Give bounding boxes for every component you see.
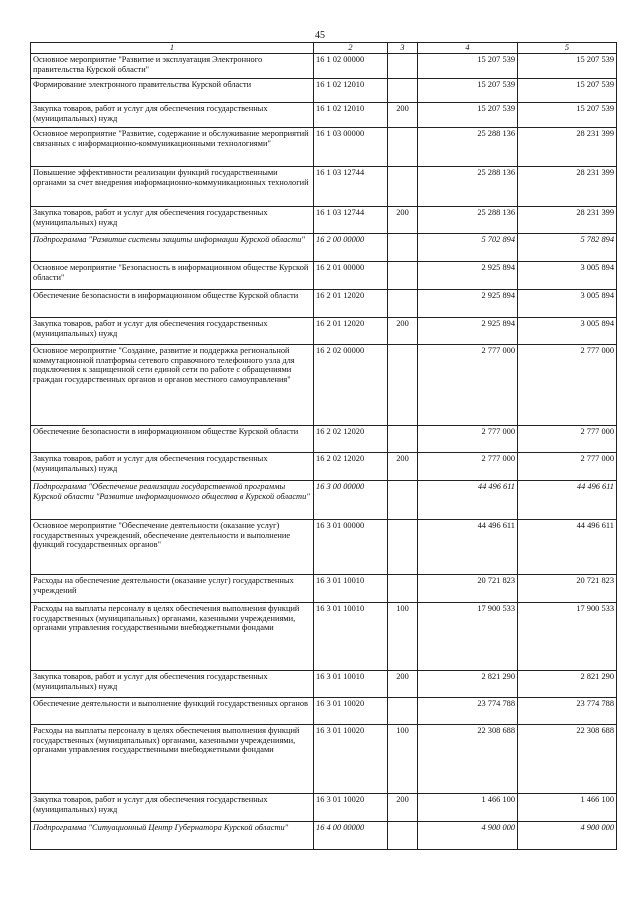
- amount-year-1: 1 466 100: [418, 793, 518, 821]
- amount-year-2: 5 782 894: [518, 233, 617, 261]
- item-code: 16 3 01 10020: [314, 793, 388, 821]
- item-code: 16 3 01 00000: [314, 519, 388, 574]
- column-number-5: 5: [518, 43, 617, 54]
- amount-year-2: 28 231 399: [518, 206, 617, 233]
- item-name: Основное мероприятие "Создание, развитие и поддержка региональной коммутационной платформы сетевого справочного телефонного узла для подключения к защищенной сети единой сети по работе с обращениями граждан государственных органов и органов местного самоуправления": [31, 344, 314, 425]
- expense-type-code: [388, 127, 418, 166]
- amount-year-1: 15 207 539: [418, 102, 518, 127]
- table-row: [31, 519, 617, 574]
- column-number-4: 4: [418, 43, 518, 54]
- table-row: [31, 233, 617, 261]
- table-row: [31, 78, 617, 102]
- expense-type-code: [388, 261, 418, 289]
- expense-type-code: [388, 697, 418, 724]
- amount-year-1: 25 288 136: [418, 206, 518, 233]
- table-row: [31, 102, 617, 127]
- item-name: Закупка товаров, работ и услуг для обеспечения государственных (муниципальных) нужд: [31, 670, 314, 697]
- item-name: Основное мероприятие "Обеспечение деятельности (оказание услуг) государственных учреждений, обеспечение деятельности и выполнение функций государственных органов": [31, 519, 314, 574]
- expense-type-code: [388, 344, 418, 425]
- amount-year-2: 17 900 533: [518, 602, 617, 670]
- amount-year-2: 20 721 823: [518, 574, 617, 602]
- amount-year-2: 44 496 611: [518, 480, 617, 519]
- table-row: [31, 317, 617, 344]
- item-code: 16 4 00 00000: [314, 821, 388, 849]
- table-body: [31, 53, 617, 849]
- item-name: Обеспечение деятельности и выполнение функций государственных органов: [31, 697, 314, 724]
- item-name: Расходы на обеспечение деятельности (оказание услуг) государственных учреждений: [31, 574, 314, 602]
- table-row: [31, 574, 617, 602]
- table-row: [31, 127, 617, 166]
- item-name: Основное мероприятие "Развитие, содержание и обслуживание мероприятий связанных с информационно-коммуникационными технологиями": [31, 127, 314, 166]
- item-code: 16 2 02 00000: [314, 344, 388, 425]
- amount-year-1: 5 702 894: [418, 233, 518, 261]
- item-code: 16 3 00 00000: [314, 480, 388, 519]
- item-name: Закупка товаров, работ и услуг для обеспечения государственных (муниципальных) нужд: [31, 102, 314, 127]
- amount-year-1: 25 288 136: [418, 166, 518, 206]
- amount-year-1: 44 496 611: [418, 480, 518, 519]
- item-code: 16 3 01 10020: [314, 724, 388, 793]
- item-name: Расходы на выплаты персоналу в целях обеспечения выполнения функций государственных (муниципальных) органами, казенными учреждениями, органами управления государственными внебюджетными фондами: [31, 602, 314, 670]
- table-row: [31, 206, 617, 233]
- amount-year-2: 28 231 399: [518, 166, 617, 206]
- amount-year-1: 20 721 823: [418, 574, 518, 602]
- item-code: 16 1 02 12010: [314, 102, 388, 127]
- expense-type-code: 100: [388, 724, 418, 793]
- expense-type-code: [388, 519, 418, 574]
- item-code: 16 2 00 00000: [314, 233, 388, 261]
- table-row: [31, 166, 617, 206]
- table-row: [31, 289, 617, 317]
- item-code: 16 2 02 12020: [314, 425, 388, 452]
- amount-year-1: 15 207 539: [418, 78, 518, 102]
- expense-type-code: [388, 425, 418, 452]
- table-row: [31, 670, 617, 697]
- item-code: 16 3 01 10010: [314, 670, 388, 697]
- table-row: [31, 602, 617, 670]
- amount-year-2: 3 005 894: [518, 261, 617, 289]
- budget-table: [30, 42, 617, 850]
- item-name: Закупка товаров, работ и услуг для обеспечения государственных (муниципальных) нужд: [31, 206, 314, 233]
- item-name: Обеспечение безопасности в информационном обществе Курской области: [31, 289, 314, 317]
- column-number-row: [31, 43, 617, 54]
- item-name: Закупка товаров, работ и услуг для обеспечения государственных (муниципальных) нужд: [31, 317, 314, 344]
- item-code: 16 1 03 00000: [314, 127, 388, 166]
- amount-year-2: 1 466 100: [518, 793, 617, 821]
- item-name: Подпрограмма "Развитие системы защиты информации Курской области": [31, 233, 314, 261]
- column-number-1: 1: [31, 43, 314, 54]
- expense-type-code: [388, 289, 418, 317]
- item-code: 16 3 01 10010: [314, 602, 388, 670]
- table-row: [31, 261, 617, 289]
- amount-year-2: 3 005 894: [518, 289, 617, 317]
- item-name: Формирование электронного правительства Курской области: [31, 78, 314, 102]
- item-name: Расходы на выплаты персоналу в целях обеспечения выполнения функций государственных (муниципальных) органами, казенными учреждениями, органами управления государственными внебюджетными фондами: [31, 724, 314, 793]
- table-row: [31, 53, 617, 78]
- amount-year-2: 15 207 539: [518, 78, 617, 102]
- expense-type-code: 200: [388, 452, 418, 480]
- amount-year-2: 15 207 539: [518, 102, 617, 127]
- item-code: 16 1 02 12010: [314, 78, 388, 102]
- expense-type-code: 200: [388, 102, 418, 127]
- expense-type-code: 200: [388, 793, 418, 821]
- item-code: 16 2 01 12020: [314, 289, 388, 317]
- item-code: 16 1 03 12744: [314, 166, 388, 206]
- amount-year-2: 2 777 000: [518, 344, 617, 425]
- item-code: 16 1 03 12744: [314, 206, 388, 233]
- amount-year-1: 2 777 000: [418, 425, 518, 452]
- table-row: [31, 452, 617, 480]
- amount-year-2: 2 777 000: [518, 452, 617, 480]
- table-row: [31, 344, 617, 425]
- item-name: Повышение эффективности реализации функций государственными органами за счет внедрения информационно-коммуникационных технологий: [31, 166, 314, 206]
- amount-year-2: 3 005 894: [518, 317, 617, 344]
- expense-type-code: [388, 53, 418, 78]
- amount-year-1: 2 925 894: [418, 317, 518, 344]
- item-code: 16 3 01 10020: [314, 697, 388, 724]
- expense-type-code: [388, 166, 418, 206]
- item-code: 16 2 01 12020: [314, 317, 388, 344]
- column-number-2: 2: [314, 43, 388, 54]
- expense-type-code: [388, 574, 418, 602]
- amount-year-2: 23 774 788: [518, 697, 617, 724]
- expense-type-code: 200: [388, 670, 418, 697]
- amount-year-2: 4 900 000: [518, 821, 617, 849]
- table-row: [31, 821, 617, 849]
- amount-year-1: 44 496 611: [418, 519, 518, 574]
- expense-type-code: 200: [388, 317, 418, 344]
- expense-type-code: [388, 233, 418, 261]
- table-row: [31, 425, 617, 452]
- table-row: [31, 793, 617, 821]
- amount-year-1: 23 774 788: [418, 697, 518, 724]
- page-number: 45: [315, 30, 325, 41]
- expense-type-code: 100: [388, 602, 418, 670]
- table-row: [31, 480, 617, 519]
- amount-year-2: 44 496 611: [518, 519, 617, 574]
- item-code: 16 1 02 00000: [314, 53, 388, 78]
- amount-year-1: 2 925 894: [418, 289, 518, 317]
- amount-year-1: 22 308 688: [418, 724, 518, 793]
- amount-year-1: 15 207 539: [418, 53, 518, 78]
- table-row: [31, 697, 617, 724]
- expense-type-code: [388, 480, 418, 519]
- item-code: 16 2 01 00000: [314, 261, 388, 289]
- item-name: Основное мероприятие "Безопасность в информационном обществе Курской области": [31, 261, 314, 289]
- amount-year-2: 15 207 539: [518, 53, 617, 78]
- item-code: 16 2 02 12020: [314, 452, 388, 480]
- amount-year-2: 2 777 000: [518, 425, 617, 452]
- expense-type-code: [388, 78, 418, 102]
- item-name: Обеспечение безопасности в информационном обществе Курской области: [31, 425, 314, 452]
- item-name: Основное мероприятие "Развитие и эксплуатация Электронного правительства Курской области": [31, 53, 314, 78]
- table-row: [31, 724, 617, 793]
- amount-year-2: 22 308 688: [518, 724, 617, 793]
- amount-year-2: 28 231 399: [518, 127, 617, 166]
- amount-year-1: 2 925 894: [418, 261, 518, 289]
- item-name: Подпрограмма "Ситуационный Центр Губернатора Курской области": [31, 821, 314, 849]
- amount-year-1: 4 900 000: [418, 821, 518, 849]
- amount-year-1: 2 777 000: [418, 452, 518, 480]
- amount-year-1: 17 900 533: [418, 602, 518, 670]
- amount-year-2: 2 821 290: [518, 670, 617, 697]
- amount-year-1: 2 777 000: [418, 344, 518, 425]
- expense-type-code: [388, 821, 418, 849]
- amount-year-1: 25 288 136: [418, 127, 518, 166]
- item-name: Подпрограмма "Обеспечение реализации государственной программы Курской области "Развитие информационного общества в Курской области": [31, 480, 314, 519]
- item-code: 16 3 01 10010: [314, 574, 388, 602]
- item-name: Закупка товаров, работ и услуг для обеспечения государственных (муниципальных) нужд: [31, 452, 314, 480]
- column-number-3: 3: [388, 43, 418, 54]
- amount-year-1: 2 821 290: [418, 670, 518, 697]
- expense-type-code: 200: [388, 206, 418, 233]
- item-name: Закупка товаров, работ и услуг для обеспечения государственных (муниципальных) нужд: [31, 793, 314, 821]
